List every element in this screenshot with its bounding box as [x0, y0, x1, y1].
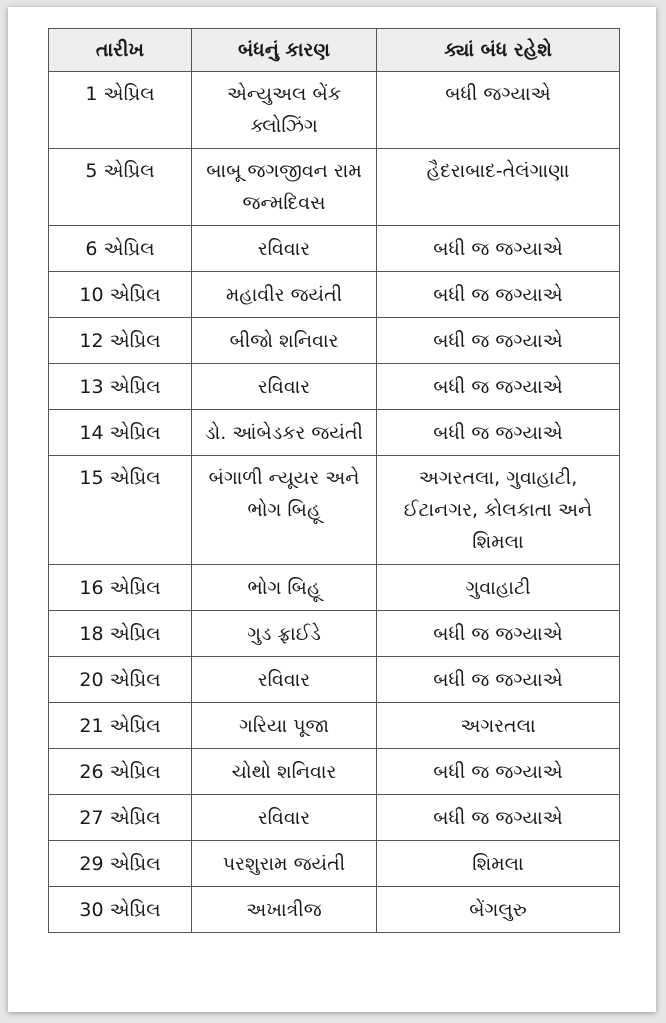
table-row [49, 703, 620, 749]
date-cell: 30 એપ્રિલ [49, 887, 192, 933]
table-row [49, 149, 620, 226]
location-cell: શિમલા [377, 841, 620, 887]
date-cell: 12 એપ્રિલ [49, 318, 192, 364]
reason-cell: પરશુરામ જયંતી [192, 841, 377, 887]
date-cell: 6 એપ્રિલ [49, 226, 192, 272]
table-row [49, 611, 620, 657]
table-row [49, 749, 620, 795]
reason-cell: બાબૂ જગજીવન રામ જન્મદિવસ [192, 149, 377, 226]
reason-cell: અખાત્રીજ [192, 887, 377, 933]
header-date: તારીખ [49, 29, 192, 72]
date-cell: 29 એપ્રિલ [49, 841, 192, 887]
reason-cell: રવિવાર [192, 226, 377, 272]
reason-cell: રવિવાર [192, 657, 377, 703]
date-cell: 10 એપ્રિલ [49, 272, 192, 318]
location-cell: બેંગલુરુ [377, 887, 620, 933]
table-row [49, 318, 620, 364]
date-cell: 26 એપ્રિલ [49, 749, 192, 795]
location-cell: હૈદરાબાદ-તેલંગાણા [377, 149, 620, 226]
bank-holiday-table [48, 28, 620, 933]
header-location: ક્યાં બંધ રહેશે [377, 29, 620, 72]
table-row [49, 657, 620, 703]
table-row [49, 364, 620, 410]
location-cell: બધી જ જગ્યાએ [377, 657, 620, 703]
header-reason: બંધનું કારણ [192, 29, 377, 72]
document-card [8, 7, 656, 1012]
date-cell: 21 એપ્રિલ [49, 703, 192, 749]
reason-cell: બંગાળી ન્યૂયર અને ભોગ બિહૂ [192, 456, 377, 565]
table-row [49, 410, 620, 456]
reason-cell: એન્યુઅલ બેંક ક્લોઝિંગ [192, 72, 377, 149]
reason-cell: રવિવાર [192, 795, 377, 841]
date-cell: 18 એપ્રિલ [49, 611, 192, 657]
date-cell: 1 એપ્રિલ [49, 72, 192, 149]
table-row [49, 841, 620, 887]
location-cell: બધી જ જગ્યાએ [377, 611, 620, 657]
table-row [49, 795, 620, 841]
date-cell: 20 એપ્રિલ [49, 657, 192, 703]
table-row [49, 887, 620, 933]
location-cell: બધી જગ્યાએ [377, 72, 620, 149]
table-row [49, 456, 620, 565]
table-row [49, 565, 620, 611]
location-cell: અગરતલા, ગુવાહાટી, ઈટાનગર, કોલકાતા અને શિમલા [377, 456, 620, 565]
reason-cell: ભોગ બિહૂ [192, 565, 377, 611]
location-cell: બધી જ જગ્યાએ [377, 795, 620, 841]
location-cell: બધી જ જગ્યાએ [377, 226, 620, 272]
location-cell: બધી જ જગ્યાએ [377, 364, 620, 410]
table-row [49, 272, 620, 318]
reason-cell: મહાવીર જયંતી [192, 272, 377, 318]
reason-cell: રવિવાર [192, 364, 377, 410]
location-cell: બધી જ જગ્યાએ [377, 318, 620, 364]
table-row [49, 72, 620, 149]
location-cell: બધી જ જગ્યાએ [377, 410, 620, 456]
date-cell: 14 એપ્રિલ [49, 410, 192, 456]
date-cell: 16 એપ્રિલ [49, 565, 192, 611]
date-cell: 27 એપ્રિલ [49, 795, 192, 841]
date-cell: 5 એપ્રિલ [49, 149, 192, 226]
reason-cell: ગુડ ફ્રાઈડે [192, 611, 377, 657]
location-cell: અગરતલા [377, 703, 620, 749]
date-cell: 13 એપ્રિલ [49, 364, 192, 410]
location-cell: બધી જ જગ્યાએ [377, 272, 620, 318]
date-cell: 15 એપ્રિલ [49, 456, 192, 565]
reason-cell: ચોથો શનિવાર [192, 749, 377, 795]
table-row [49, 226, 620, 272]
location-cell: ગુવાહાટી [377, 565, 620, 611]
location-cell: બધી જ જગ્યાએ [377, 749, 620, 795]
reason-cell: બીજો શનિવાર [192, 318, 377, 364]
reason-cell: ડો. આંબેડકર જયંતી [192, 410, 377, 456]
table-header-row [49, 29, 620, 72]
reason-cell: ગરિયા પૂજા [192, 703, 377, 749]
